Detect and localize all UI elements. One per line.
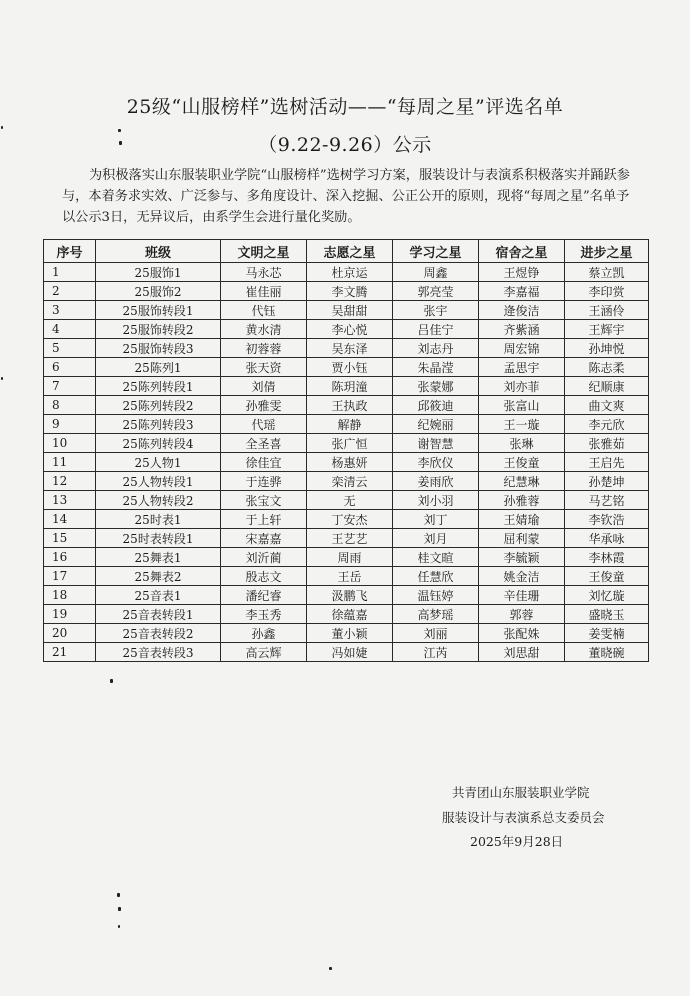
cell-class: 25陈列转段4 (96, 434, 221, 453)
cell-study-star: 李欣仪 (393, 453, 479, 472)
cell-civility-star: 潘纪睿 (221, 586, 307, 605)
cell-class: 25音表1 (96, 586, 221, 605)
cell-civility-star: 代钰 (221, 301, 307, 320)
cell-civility-star: 刘倩 (221, 377, 307, 396)
table-header-row (44, 240, 649, 263)
cell-class: 25舞表2 (96, 567, 221, 586)
cell-index: 2 (44, 282, 96, 301)
cell-index: 12 (44, 472, 96, 491)
cell-volunteer-star: 无 (307, 491, 393, 510)
cell-index: 13 (44, 491, 96, 510)
cell-study-star: 刘小羽 (393, 491, 479, 510)
cell-progress-star: 李钦浩 (565, 510, 649, 529)
table-row (44, 472, 649, 491)
cell-dorm-star: 李嘉福 (479, 282, 565, 301)
cell-dorm-star: 郭蓉 (479, 605, 565, 624)
cell-progress-star: 华承咏 (565, 529, 649, 548)
cell-index: 16 (44, 548, 96, 567)
cell-class: 25时表转段1 (96, 529, 221, 548)
cell-index: 9 (44, 415, 96, 434)
cell-index: 21 (44, 643, 96, 662)
cell-civility-star: 于连骅 (221, 472, 307, 491)
cell-progress-star: 纪顺康 (565, 377, 649, 396)
table-row (44, 282, 649, 301)
cell-dorm-star: 张琳 (479, 434, 565, 453)
table-row (44, 605, 649, 624)
cell-index: 18 (44, 586, 96, 605)
cell-study-star: 邱筱迪 (393, 396, 479, 415)
header-class: 班级 (96, 240, 221, 263)
cell-progress-star: 盛晓玉 (565, 605, 649, 624)
cell-dorm-star: 齐紫涵 (479, 320, 565, 339)
cell-volunteer-star: 徐蕴嘉 (307, 605, 393, 624)
cell-study-star: 刘志丹 (393, 339, 479, 358)
cell-study-star: 张宇 (393, 301, 479, 320)
cell-dorm-star: 孟思宇 (479, 358, 565, 377)
cell-study-star: 纪婉丽 (393, 415, 479, 434)
cell-dorm-star: 逄俊洁 (479, 301, 565, 320)
cell-study-star: 江芮 (393, 643, 479, 662)
cell-dorm-star: 姚金洁 (479, 567, 565, 586)
table-row (44, 491, 649, 510)
cell-dorm-star: 孙雅蓉 (479, 491, 565, 510)
cell-progress-star: 李元欣 (565, 415, 649, 434)
cell-civility-star: 宋嘉嘉 (221, 529, 307, 548)
scan-speck (329, 967, 332, 970)
cell-dorm-star: 辛佳珊 (479, 586, 565, 605)
cell-volunteer-star: 李文腾 (307, 282, 393, 301)
cell-class: 25音表转段1 (96, 605, 221, 624)
cell-index: 5 (44, 339, 96, 358)
table-row (44, 434, 649, 453)
cell-class: 25陈列转段2 (96, 396, 221, 415)
cell-study-star: 桂文暄 (393, 548, 479, 567)
cell-volunteer-star: 贾小钰 (307, 358, 393, 377)
cell-index: 11 (44, 453, 96, 472)
header-progress-star: 进步之星 (565, 240, 649, 263)
cell-index: 3 (44, 301, 96, 320)
cell-dorm-star: 屈利蒙 (479, 529, 565, 548)
cell-progress-star: 李印赏 (565, 282, 649, 301)
cell-progress-star: 王辉宇 (565, 320, 649, 339)
cell-index: 4 (44, 320, 96, 339)
cell-class: 25服饰1 (96, 263, 221, 282)
scan-speck (118, 129, 121, 132)
cell-volunteer-star: 王艺艺 (307, 529, 393, 548)
table-row (44, 510, 649, 529)
cell-civility-star: 高云辉 (221, 643, 307, 662)
cell-progress-star: 孙楚坤 (565, 472, 649, 491)
cell-progress-star: 王启先 (565, 453, 649, 472)
cell-index: 10 (44, 434, 96, 453)
cell-class: 25陈列1 (96, 358, 221, 377)
cell-civility-star: 马永芯 (221, 263, 307, 282)
cell-dorm-star: 王煜铮 (479, 263, 565, 282)
cell-progress-star: 王俊童 (565, 567, 649, 586)
header-index: 序号 (44, 240, 96, 263)
cell-volunteer-star: 陈玥潼 (307, 377, 393, 396)
cell-dorm-star: 张配姝 (479, 624, 565, 643)
scan-speck (110, 679, 113, 683)
cell-volunteer-star: 张广恒 (307, 434, 393, 453)
cell-index: 14 (44, 510, 96, 529)
scan-speck (117, 893, 120, 897)
document-title: 25级“山服榜样”选树活动——“每周之星”评选名单 (126, 96, 564, 118)
document-subtitle: （9.22-9.26）公示 (258, 134, 432, 156)
cell-progress-star: 董晓碗 (565, 643, 649, 662)
cell-dorm-star: 王婧瑜 (479, 510, 565, 529)
cell-progress-star: 曲文爽 (565, 396, 649, 415)
signature-dept: 服装设计与表演系总支委员会 (442, 810, 605, 825)
header-civility-star: 文明之星 (221, 240, 307, 263)
cell-class: 25服饰转段3 (96, 339, 221, 358)
cell-study-star: 郭亮莹 (393, 282, 479, 301)
cell-study-star: 吕佳宁 (393, 320, 479, 339)
cell-civility-star: 崔佳丽 (221, 282, 307, 301)
cell-progress-star: 姜雯楠 (565, 624, 649, 643)
table-body (44, 263, 649, 662)
cell-class: 25音表转段3 (96, 643, 221, 662)
cell-class: 25音表转段2 (96, 624, 221, 643)
table-row (44, 301, 649, 320)
winners-table (43, 239, 649, 662)
scan-speck (118, 925, 120, 928)
cell-dorm-star: 纪慧琳 (479, 472, 565, 491)
cell-class: 25人物1 (96, 453, 221, 472)
cell-volunteer-star: 董小颖 (307, 624, 393, 643)
cell-index: 7 (44, 377, 96, 396)
cell-study-star: 张蒙娜 (393, 377, 479, 396)
cell-dorm-star: 王一璇 (479, 415, 565, 434)
table-row (44, 377, 649, 396)
cell-dorm-star: 周宏锦 (479, 339, 565, 358)
scan-speck (1, 126, 3, 129)
cell-study-star: 周鑫 (393, 263, 479, 282)
cell-progress-star: 马艺铭 (565, 491, 649, 510)
cell-study-star: 姜雨欣 (393, 472, 479, 491)
cell-study-star: 高梦瑶 (393, 605, 479, 624)
cell-volunteer-star: 汲鹏飞 (307, 586, 393, 605)
cell-class: 25人物转段1 (96, 472, 221, 491)
table-row (44, 453, 649, 472)
cell-civility-star: 孙雅雯 (221, 396, 307, 415)
cell-study-star: 任慧欣 (393, 567, 479, 586)
cell-volunteer-star: 冯如婕 (307, 643, 393, 662)
cell-volunteer-star: 周雨 (307, 548, 393, 567)
header-volunteer-star: 志愿之星 (307, 240, 393, 263)
cell-study-star: 朱晶滢 (393, 358, 479, 377)
table-row (44, 320, 649, 339)
cell-volunteer-star: 李心悦 (307, 320, 393, 339)
cell-class: 25舞表1 (96, 548, 221, 567)
cell-dorm-star: 王俊童 (479, 453, 565, 472)
table-row (44, 529, 649, 548)
cell-study-star: 温钰婷 (393, 586, 479, 605)
cell-civility-star: 初蓉蓉 (221, 339, 307, 358)
cell-volunteer-star: 解静 (307, 415, 393, 434)
cell-dorm-star: 刘亦菲 (479, 377, 565, 396)
scan-speck (118, 907, 121, 911)
cell-volunteer-star: 杨惠妍 (307, 453, 393, 472)
cell-progress-star: 蔡立凯 (565, 263, 649, 282)
table-row (44, 358, 649, 377)
cell-civility-star: 张宝文 (221, 491, 307, 510)
cell-index: 15 (44, 529, 96, 548)
cell-volunteer-star: 王岳 (307, 567, 393, 586)
table-row (44, 586, 649, 605)
table-row (44, 567, 649, 586)
header-dorm-star: 宿舍之星 (479, 240, 565, 263)
cell-civility-star: 于上轩 (221, 510, 307, 529)
table-row (44, 624, 649, 643)
cell-civility-star: 全圣喜 (221, 434, 307, 453)
header-study-star: 学习之星 (393, 240, 479, 263)
cell-dorm-star: 张富山 (479, 396, 565, 415)
cell-civility-star: 黄水清 (221, 320, 307, 339)
cell-volunteer-star: 王执政 (307, 396, 393, 415)
intro-paragraph: 为积极落实山东服装职业学院“山服榜样”选树学习方案，服装设计与表演系积极落实并踊跃参与，本着务求实效、广泛参与、多角度设计、深入挖掘、公正公开的原则，现将“每周之星”名单予以公示3日，无异议后，由系学生会进行量化奖励。 (62, 168, 630, 225)
cell-class: 25服饰转段2 (96, 320, 221, 339)
cell-civility-star: 代瑶 (221, 415, 307, 434)
cell-dorm-star: 刘思甜 (479, 643, 565, 662)
table-row (44, 643, 649, 662)
cell-index: 6 (44, 358, 96, 377)
cell-class: 25时表1 (96, 510, 221, 529)
cell-civility-star: 张天资 (221, 358, 307, 377)
table-row (44, 263, 649, 282)
cell-study-star: 刘月 (393, 529, 479, 548)
table-row (44, 339, 649, 358)
cell-civility-star: 孙鑫 (221, 624, 307, 643)
signature-org: 共青团山东服装职业学院 (452, 785, 590, 800)
cell-volunteer-star: 吴甜甜 (307, 301, 393, 320)
cell-progress-star: 陈志柔 (565, 358, 649, 377)
cell-progress-star: 王涵伶 (565, 301, 649, 320)
cell-civility-star: 徐佳宜 (221, 453, 307, 472)
cell-index: 19 (44, 605, 96, 624)
cell-civility-star: 李玉秀 (221, 605, 307, 624)
cell-civility-star: 刘沂蔺 (221, 548, 307, 567)
cell-study-star: 谢智慧 (393, 434, 479, 453)
cell-volunteer-star: 丁安杰 (307, 510, 393, 529)
cell-class: 25服饰转段1 (96, 301, 221, 320)
cell-class: 25服饰2 (96, 282, 221, 301)
cell-volunteer-star: 吴东泽 (307, 339, 393, 358)
cell-index: 8 (44, 396, 96, 415)
table-row (44, 548, 649, 567)
cell-progress-star: 张雅茹 (565, 434, 649, 453)
cell-volunteer-star: 杜京运 (307, 263, 393, 282)
cell-progress-star: 刘忆璇 (565, 586, 649, 605)
cell-index: 20 (44, 624, 96, 643)
scan-speck (1, 377, 3, 380)
table-row (44, 396, 649, 415)
scan-speck (119, 141, 122, 145)
cell-progress-star: 李林霞 (565, 548, 649, 567)
signature-date: 2025年9月28日 (470, 834, 564, 849)
cell-progress-star: 孙坤悦 (565, 339, 649, 358)
cell-class: 25陈列转段1 (96, 377, 221, 396)
cell-class: 25陈列转段3 (96, 415, 221, 434)
cell-volunteer-star: 栾清云 (307, 472, 393, 491)
cell-index: 17 (44, 567, 96, 586)
cell-civility-star: 殷志文 (221, 567, 307, 586)
cell-dorm-star: 李毓颖 (479, 548, 565, 567)
cell-study-star: 刘丁 (393, 510, 479, 529)
cell-class: 25人物转段2 (96, 491, 221, 510)
table-row (44, 415, 649, 434)
cell-index: 1 (44, 263, 96, 282)
cell-study-star: 刘丽 (393, 624, 479, 643)
